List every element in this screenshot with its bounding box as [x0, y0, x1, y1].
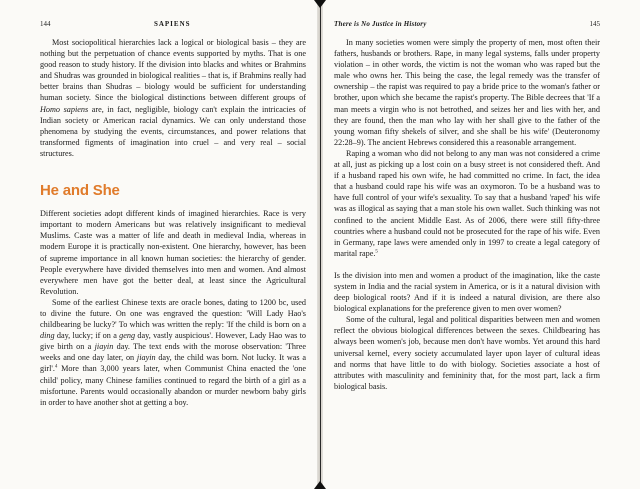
italic-text: ding: [40, 331, 55, 341]
text-run: Some of the earliest Chinese texts are oracle bones, dating to 1200 bc, used to divine the future. On one was engraved the question: 'Will Lady Hao's childbearing be lucky?' To which was written the reply: 'If the child is born on a: [40, 297, 306, 330]
page-number-right: 145: [589, 20, 600, 28]
right-page-text: [334, 37, 600, 392]
text-run: are, in fact, negligible, biology can't explain the intricacies of Indian society or American racial dynamics. We can only understand those phenomena by studying the events, circumstances, and power relations that transformed figments of imagination into cruel – and very real – social structures.: [40, 104, 306, 158]
page-number-left: 144: [40, 20, 51, 28]
paragraph-gender-hierarchy: Different societies adopt different kinds of imagined hierarchies. Race is very important to modern Americans but was relatively insignificant to medieval Muslims. Caste was a matter of life and death in medieval India, whereas in modern Europe it is practically non-existent. One hierarchy, however, has been of supreme importance in all known human societies: the hierarchy of gender. People everywhere have divided themselves into men and women. And almost everywhere men have got the better deal, at least since the Agricultural Revolution.: [40, 209, 306, 296]
paragraph-rape-laws: [334, 148, 600, 259]
text-run: Raping a woman who did not belong to any man was not considered a crime at all, just as picking up a lost coin on a busy street is not considered theft. And if a husband raped his own wife, he had committed no crime. In fact, the idea that a husband could rape his wife was an oxymoron. To be a husband was to have full control of your wife's sexuality. To say that a husband 'raped' his wife was as illogical as saying that a man stole his own wallet. Such thinking was not confined to the ancient Middle East. As of 2006, there were still fifty-three countries where a husband could not be prosecuted for the rape of his wife. Even in Germany, rape laws were amended only in 1997 to create a legal category of marital rape.: [334, 148, 600, 258]
intro-paragraph: [40, 37, 306, 159]
section-heading: He and She: [40, 182, 120, 200]
text-run: day. The text ends with the morose observation: 'Three weeks and one day later, on: [40, 342, 306, 363]
italic-text: geng: [119, 331, 136, 341]
right-page-header: [334, 20, 600, 29]
paragraph-gap: [334, 259, 600, 270]
left-page-text: [40, 37, 306, 408]
right-page: [320, 0, 640, 489]
paragraph-oracle-bones: [40, 297, 306, 408]
left-page-header: [40, 20, 306, 29]
paragraph-biological-differences: Some of the cultural, legal and political disparities between men and women reflect the obvious biological differences between the sexes. Childbearing has always been women's job, because men don't have wombs. Yet around this hard universal kernel, every society accumulated layer upon layer of cultural ideas and norms that have little to do with biology. Societies associate a host of attributes with masculinity and femininity that, for the most part, lack a firm biological basis.: [334, 315, 600, 391]
text-run: day, the child was born. Not lucky. It was a girl'.: [40, 353, 306, 374]
text-run: More than 3,000 years later, when Communist China enacted the 'one child' policy, many Chinese families continued to regard the birth of a girl as a misfortune. Parents would occasionally abandon or murder newborn baby girls in order to have another shot at getting a boy.: [40, 364, 306, 407]
paragraph-division-question: Is the division into men and women a product of the imagination, like the caste system in India and the racial system in America, or is it a natural division with deep biological roots? And if it is indeed a natural division, are there also biological explanations for the preference given to men over women?: [334, 270, 600, 314]
text-run: day, vastly auspicious'. However, Lady Hao was to give birth on a: [40, 331, 306, 352]
italic-text: jiayin: [136, 353, 156, 363]
italic-text: Homo sapiens: [40, 104, 89, 114]
running-head-left: SAPIENS: [153, 20, 191, 28]
italic-text: jiayin: [94, 342, 114, 352]
paragraph-women-property: In many societies women were simply the property of men, most often their fathers, husbands or brothers. Rape, in many legal systems, falls under property violation – in other words, the victim is not the woman who was raped but the male who owns her. This being the case, the legal remedy was the transfer of ownership – the rapist was required to pay a bride price to the woman's father or brother, upon which she became the rapist's property. The Bible decrees that 'If a man meets a virgin who is not betrothed, and seizes her and lies with her, and they are found, then the man who lay with her shall give to the father of the young woman fifty shekels of silver, and she shall be his wife' (Deuteronomy 22:28–9). The ancient Hebrews considered this a reasonable arrangement.: [334, 38, 600, 147]
running-head-right: There is No Justice in History: [334, 20, 427, 28]
footnote-marker[interactable]: 5: [375, 249, 378, 255]
footnote-marker[interactable]: 4: [54, 364, 58, 370]
text-run: day, lucky; if on a: [54, 331, 120, 341]
text-run: Most sociopolitical hierarchies lack a logical or biological basis – they are nothing but the perpetuation of chance events supported by myths. That is one good reason to study history. If the division into blacks and whites or Brahmins and Shudras was grounded in biological realities – that is, if Brahmins really had better brains than Shudras – biology would be sufficient for understanding human society. Since the biological distinctions between different groups of: [40, 38, 306, 103]
